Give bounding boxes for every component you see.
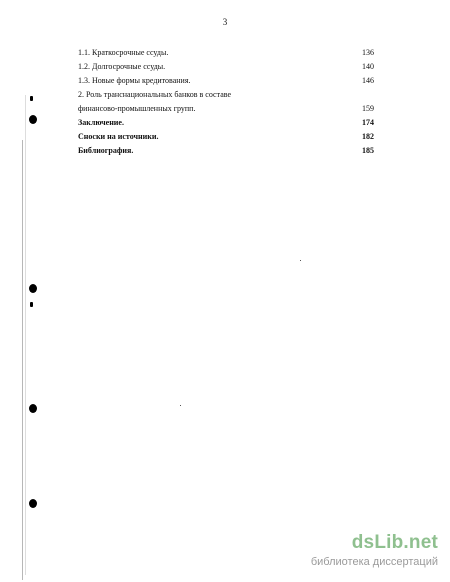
- scan-speck: [300, 260, 301, 261]
- toc-entry-title: 1.2. Долгосрочные ссуды.: [78, 62, 166, 71]
- toc-entry-title: [78, 88, 231, 116]
- toc-entry-2: [78, 88, 378, 116]
- punch-hole: [29, 404, 37, 413]
- toc-entry-conclusion: [78, 116, 378, 130]
- toc-entry-page: 159: [362, 104, 374, 113]
- toc-entry-title: 1.1. Краткосрочные ссуды.: [78, 48, 169, 57]
- binding-edge-line-faint: [25, 95, 26, 575]
- toc-entry-1-3: [78, 74, 378, 88]
- scan-speck: [180, 405, 181, 406]
- toc-entry-page: 146: [362, 76, 374, 85]
- toc-entry-title: Библиография.: [78, 146, 134, 155]
- toc-entry-page: 140: [362, 62, 374, 71]
- toc-entry-title: Сноски на источники.: [78, 132, 159, 141]
- toc-entry-page: 174: [362, 118, 374, 127]
- binding-edge-line: [22, 140, 23, 580]
- toc-entry-footnotes: [78, 130, 378, 144]
- toc-entry-bibliography: [78, 144, 378, 158]
- toc-entry-title: 1.3. Новые формы кредитования.: [78, 76, 191, 85]
- binding-mark: [30, 302, 33, 307]
- toc-entry-title: Заключение.: [78, 118, 124, 127]
- toc-entry-title-line1: 2. Роль транснациональных банков в составе: [78, 90, 232, 99]
- toc-entry-1-1: [78, 46, 378, 60]
- toc-entry-page: 136: [362, 48, 374, 57]
- dslib-watermark: [238, 532, 438, 572]
- punch-hole: [29, 115, 37, 124]
- toc-entry-1-2: [78, 60, 378, 74]
- punch-hole: [29, 499, 37, 508]
- punch-hole: [29, 284, 37, 293]
- watermark-subtitle: библиотека диссертаций: [310, 556, 438, 568]
- table-of-contents: [78, 46, 378, 158]
- toc-entry-page: 182: [362, 132, 374, 141]
- toc-entry-page: 185: [362, 146, 374, 155]
- watermark-logo: dsLib.net: [351, 532, 438, 553]
- binding-mark: [30, 96, 33, 101]
- toc-entry-title-line2: финансово-промышленных групп.: [78, 104, 196, 113]
- page-number: 3: [222, 17, 228, 27]
